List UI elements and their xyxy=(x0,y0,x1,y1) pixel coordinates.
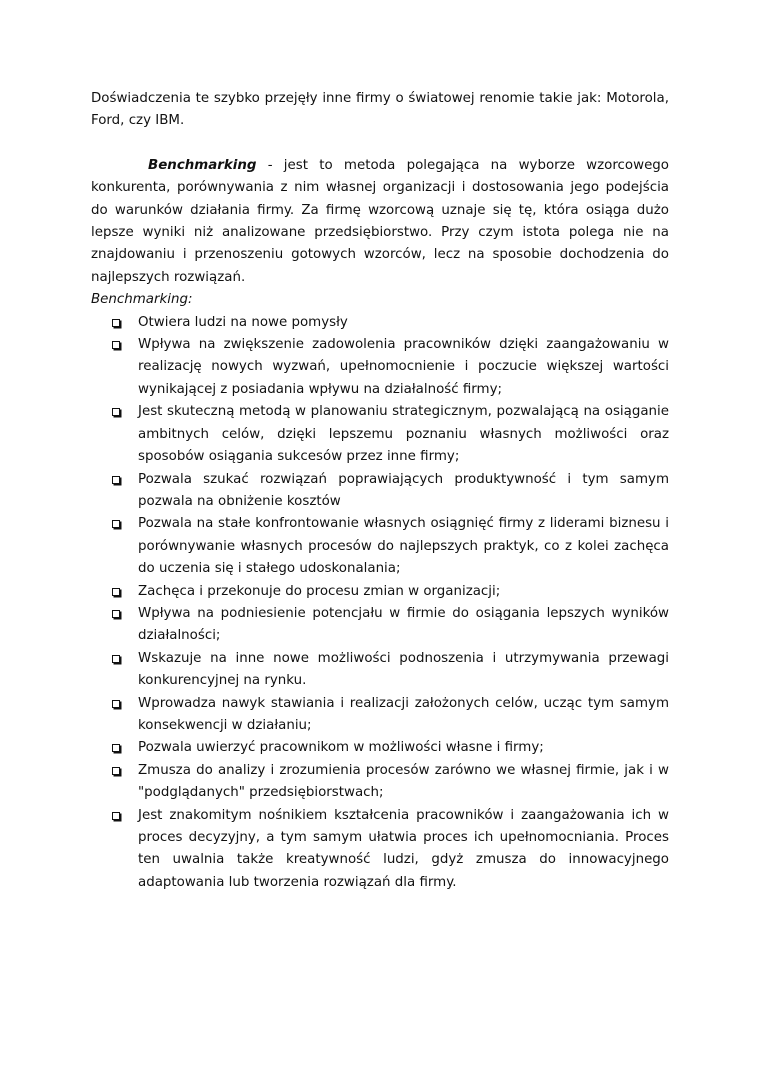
list-item-text: Jest skuteczną metodą w planowaniu strategicznym, pozwalającą na osiąganie ambitnych celów, dzięki lepszemu poznaniu własnych możliwości oraz sposobów osiągania sukcesów przez inne firmy; xyxy=(138,404,669,465)
list-item-text: Zachęca i przekonuje do procesu zmian w organizacji; xyxy=(138,583,501,599)
list-item-text: Pozwala na stałe konfrontowanie własnych osiągnięć firmy z liderami biznesu i porównywanie własnych procesów do najlepszych praktyk, co z kolei zachęca do uczenia się i stałego udoskonalania; xyxy=(138,516,669,577)
square-bullet-icon xyxy=(112,812,120,820)
square-bullet-icon xyxy=(112,408,120,416)
square-bullet-icon xyxy=(112,744,120,752)
list-item-text: Pozwala szukać rozwiązań poprawiających produktywność i tym samym pozwala na obniżenie kosztów xyxy=(138,471,669,509)
benchmarking-definition-text: - jest to metoda polegająca na wyborze wzorcowego konkurenta, porównywania z nim własnej organizacji i dostosowania jego podejścia do warunków działania firmy. Za firmę wzorcową uznaje się tę, która osiąga dużo lepsze wyniki niż analizowane przedsiębiorstwo. Przy czym istota polega nie na znajdowaniu i przenoszeniu gotowych wzorców, lecz na sposobie dochodzenia do najlepszych rozwiązań. xyxy=(91,157,669,285)
square-bullet-icon xyxy=(112,588,120,596)
document-page xyxy=(91,88,669,894)
list-item xyxy=(91,648,669,693)
list-item xyxy=(91,334,669,401)
square-bullet-icon xyxy=(112,341,120,349)
square-bullet-icon xyxy=(112,700,120,708)
list-item xyxy=(91,513,669,580)
square-bullet-icon xyxy=(112,476,120,484)
square-bullet-icon xyxy=(112,767,120,775)
list-item xyxy=(91,760,669,805)
square-bullet-icon xyxy=(112,520,120,528)
list-heading: Benchmarking: xyxy=(91,292,193,308)
list-item-text: Zmusza do analizy i zrozumienia procesów zarówno we własnej firmie, jak i w "podglądanych" przedsiębiorstwach; xyxy=(138,762,669,801)
list-item xyxy=(91,581,669,603)
intro-paragraph: Doświadczenia te szybko przejęły inne firmy o światowej renomie takie jak: Motorola, Ford, czy IBM. xyxy=(91,91,669,129)
list-item xyxy=(91,603,669,648)
list-item-text: Wprowadza nawyk stawiania i realizacji założonych celów, ucząc tym samym konsekwencji w działaniu; xyxy=(138,695,669,733)
list-item xyxy=(91,312,669,334)
list-item xyxy=(91,401,669,468)
benchmarking-definition-paragraph xyxy=(91,155,669,289)
list-item-text: Wpływa na zwiększenie zadowolenia pracowników dzięki zaangażowaniu w realizację nowych wyzwań, upełnomocnienie i poczucie większej wartości wynikającej z posiadania wpływu na działalność firmy; xyxy=(138,337,669,397)
list-item xyxy=(91,469,669,514)
list-item-text: Wpływa na podniesienie potencjału w firmie do osiągania lepszych wyników działalności; xyxy=(138,605,669,644)
benchmarking-term: Benchmarking xyxy=(148,157,257,173)
list-item-text: Pozwala uwierzyć pracownikom w możliwości własne i firmy; xyxy=(138,740,544,756)
list-item xyxy=(91,693,669,738)
list-item-text: Jest znakomitym nośnikiem kształcenia pracowników i zaangażowania ich w proces decyzyjny, a tym samym ułatwia proces ich upełnomocniania. Proces ten uwalnia także kreatywność ludzi, gdyż zmusza do innowacyjnego adaptowania lub tworzenia rozwiązań dla firmy. xyxy=(138,807,669,890)
list-item xyxy=(91,737,669,759)
list-item-text: Otwiera ludzi na nowe pomysły xyxy=(138,314,348,330)
square-bullet-icon xyxy=(112,319,120,327)
list-item xyxy=(91,805,669,895)
square-bullet-icon xyxy=(112,655,120,663)
square-bullet-icon xyxy=(112,610,120,618)
benchmarking-list xyxy=(91,312,669,895)
list-item-text: Wskazuje na inne nowe możliwości podnoszenia i utrzymywania przewagi konkurencyjnej na rynku. xyxy=(138,650,669,689)
